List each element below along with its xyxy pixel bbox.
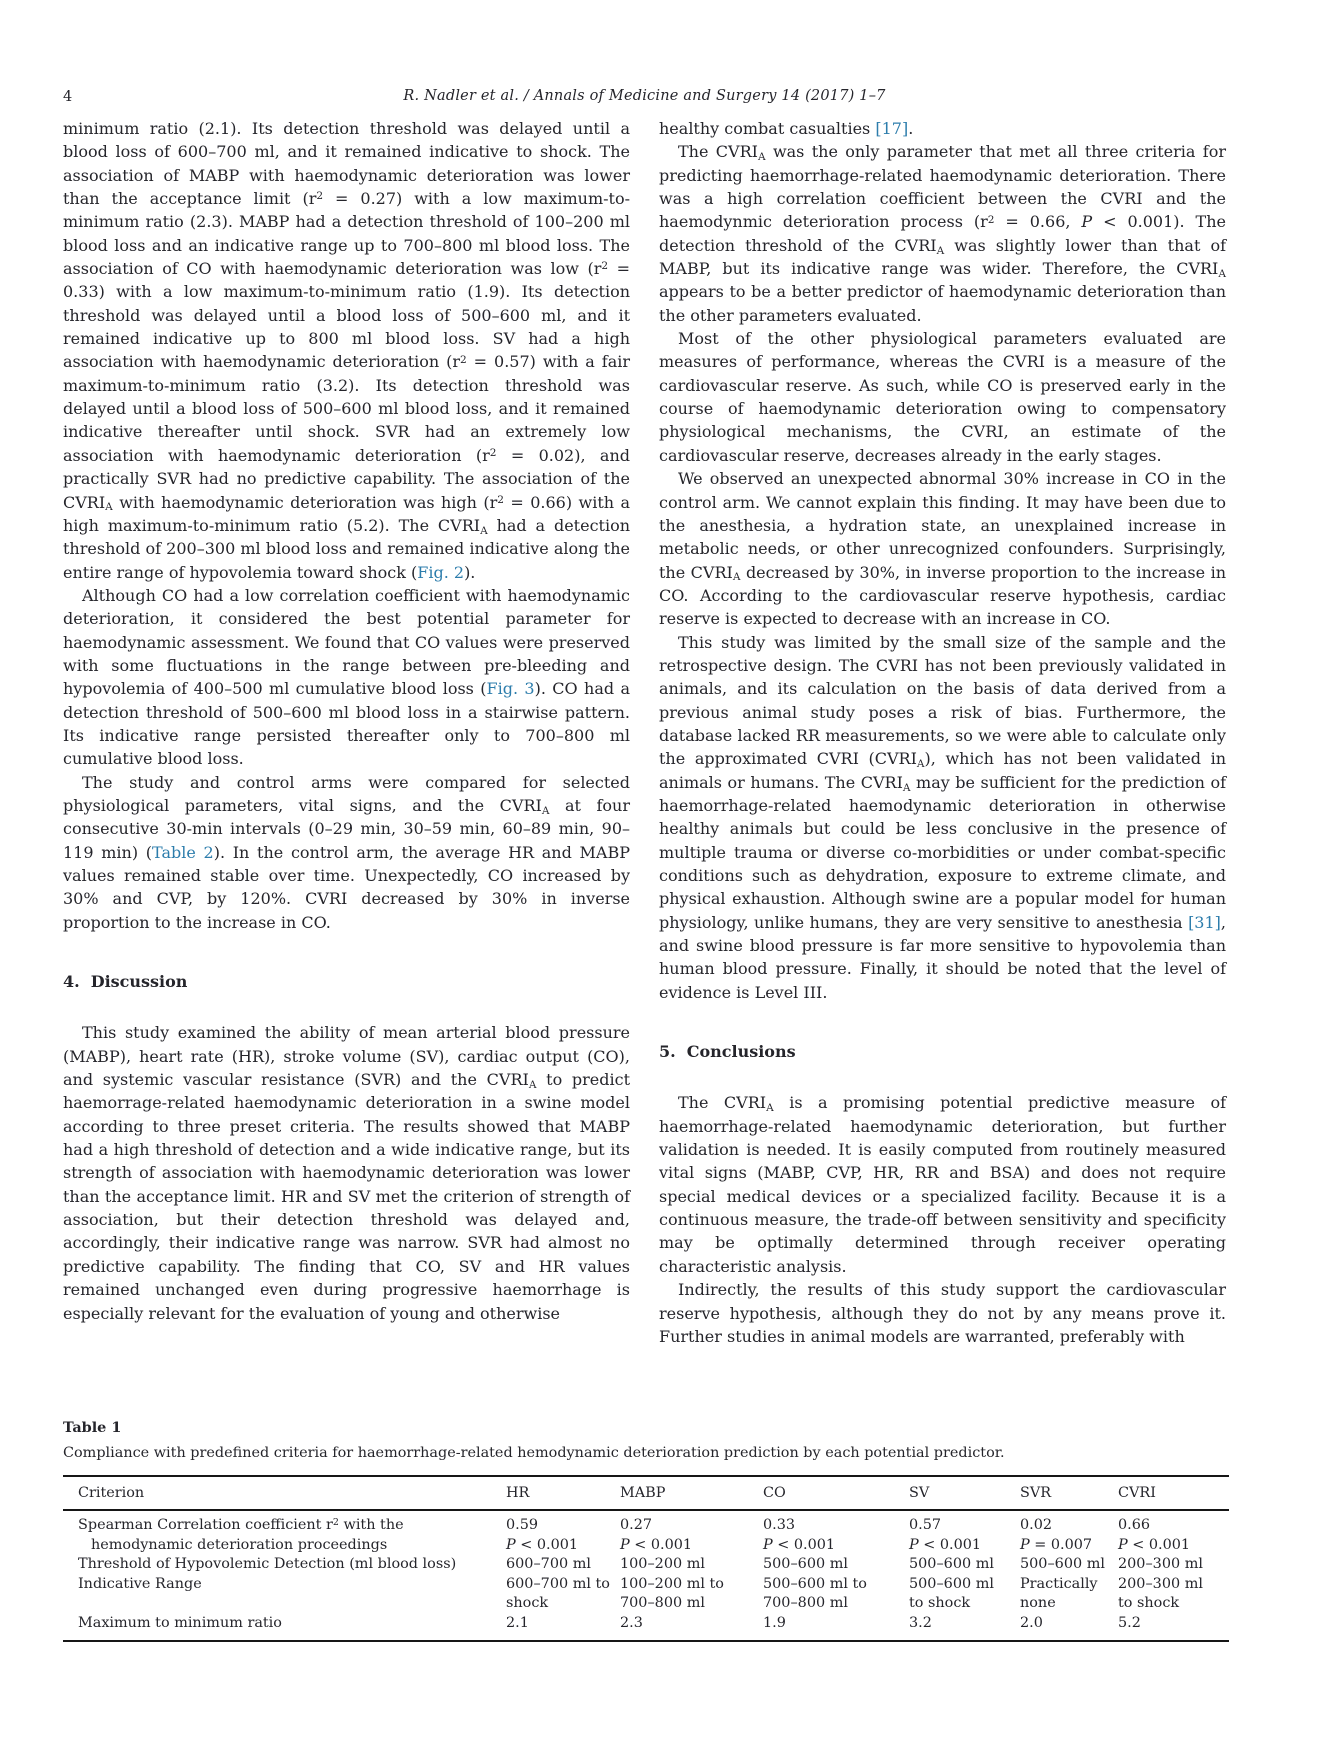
superscript: 2	[497, 493, 504, 506]
text-run: had a detection threshold of 200–300 ml blood loss and remained indicative along the entire range of hypovolemia toward shock (	[63, 515, 631, 582]
value-cell	[620, 1510, 763, 1555]
paragraph	[659, 327, 1226, 467]
value-cell	[506, 1555, 620, 1575]
value-line	[763, 1536, 901, 1556]
table-1-block	[63, 1419, 1229, 1642]
citation-link[interactable]: [17]	[875, 119, 909, 138]
value-line	[1118, 1555, 1221, 1575]
paragraph	[659, 467, 1226, 630]
article-body	[63, 117, 1226, 1348]
value-line	[909, 1614, 1012, 1634]
text-run: with the hemodynamic deterioration proceedings	[91, 1517, 404, 1553]
text-run: The CVRI	[678, 142, 758, 162]
text-run: 0.66	[1118, 1517, 1151, 1533]
value-line	[909, 1575, 1012, 1614]
value-line	[506, 1555, 612, 1575]
value-cell	[620, 1555, 763, 1575]
section-number: 4.	[63, 972, 80, 992]
value-cell	[1020, 1575, 1118, 1614]
text-run: at four consecutive 30-min intervals (0–29 min, 30–59 min, 60–89 min, 90–119 min) (	[63, 795, 631, 862]
right-column	[659, 117, 1226, 1348]
text-run: The CVRI	[678, 1093, 767, 1113]
citation-link[interactable]: [31]	[1188, 912, 1221, 932]
subscript: A	[480, 524, 488, 537]
paragraph	[659, 117, 1226, 140]
paragraph	[659, 1091, 1226, 1278]
text-run: Indicative Range	[78, 1575, 202, 1592]
citation-link[interactable]: Table 2	[152, 842, 214, 862]
table-row	[63, 1575, 1229, 1614]
value-cell	[506, 1614, 620, 1641]
text-run: minimum ratio (2.1). Its detection threshold was delayed until a blood loss of 600–700 ml, and it remained indicative to shock. The association of MABP with haemodynamic deterioration was lower than the acceptance limit (r	[63, 119, 630, 209]
text-run: = 0.27) with a low maximum-to-minimum ratio (2.3). MABP had a detection threshold of 100–200 ml blood loss and an indicative range up to 700–800 ml blood loss. The association of CO with haemodynamic deterioration was low (r	[63, 189, 630, 279]
value-cell	[1020, 1555, 1118, 1575]
section-heading	[63, 970, 630, 993]
text-run: may be sufficient for the prediction of haemorrhage-related haemodynamic deterioration in otherwise healthy animals but could be less conclusive in the presence of multiple trauma or diverse co-morbidities or under combat-specific conditions such as dehydration, exposure to extreme climate, and physical exhaustion. Although swine are a popular model for human physiology, unlike humans, they are very sensitive to anesthesia	[659, 772, 1227, 932]
subscript: A	[766, 1102, 774, 1115]
text-run: < 0.001	[918, 1536, 982, 1553]
text-run: 2.3	[620, 1614, 643, 1631]
value-cell	[1118, 1510, 1229, 1555]
superscript: 2	[987, 213, 995, 226]
text-run: Most of the other physiological parameters evaluated are measures of performance, whereas the CVRI is a measure of the cardiovascular reserve. As such, while CO is preserved early in the course of haemodynamic deterioration owing to compensatory physiological mechanisms, the CVRI, an estimate of the cardiovascular reserve, decreases already in the early stages.	[659, 329, 1226, 465]
text-run: Maximum to minimum ratio	[78, 1614, 282, 1631]
text-run: 2.0	[1020, 1614, 1043, 1631]
value-line	[763, 1516, 901, 1536]
criterion-label	[78, 1555, 498, 1575]
text-run: Practically none	[1020, 1575, 1098, 1612]
text-run: ). CO had a detection threshold of 500–600 ml blood loss in a stairwise pattern. Its indicative range persisted thereafter only to 700–800 ml cumulative blood loss.	[63, 679, 631, 769]
text-run: < 0.001). The detection threshold of the CVRI	[659, 212, 1226, 255]
text-run: = 0.57) with a fair maximum-to-minimum ratio (3.2). Its detection threshold was delayed until a blood loss of 500–600 ml blood loss, and it remained indicative thereafter until shock. SVR had an extremely low association with haemodynamic deterioration (r	[63, 352, 630, 465]
left-column	[63, 117, 630, 1348]
value-cell	[1118, 1614, 1229, 1641]
italic-text: P	[1020, 1536, 1030, 1553]
value-cell	[763, 1510, 909, 1555]
table-column-header: CVRI	[1118, 1476, 1229, 1510]
table-row	[63, 1510, 1229, 1555]
text-run: This study was limited by the small size of the sample and the retrospective design. The CVRI has not been previously validated in animals, and its calculation on the basis of data derived from a previous animal study poses a risk of bias. Furthermore, the database lacked RR measurements, so we were able to calculate only the approximated CVRI (CVRI	[659, 632, 1226, 769]
text-run: 500–600 ml	[763, 1556, 848, 1573]
value-cell	[909, 1575, 1020, 1614]
paragraph	[659, 1278, 1226, 1348]
value-line	[620, 1536, 755, 1556]
citation-link[interactable]: Fig. 3	[486, 679, 535, 699]
italic-text: P	[1118, 1536, 1128, 1553]
value-line	[620, 1516, 755, 1536]
text-run: = 0.66) with a high maximum-to-minimum ratio (5.2). The CVRI	[63, 492, 630, 535]
italic-text: P	[620, 1536, 630, 1553]
subscript: A	[757, 151, 766, 164]
text-run: 5.2	[1118, 1614, 1141, 1631]
text-run: Although CO had a low correlation coefficient with haemodynamic deterioration, it considered the best potential parameter for haemodynamic assessment. We found that CO values were preserved with some fluctuations in the range between pre-bleeding and hypovolemia of 400–500 ml cumulative blood loss (	[63, 585, 630, 699]
text-run: 0.59	[506, 1517, 539, 1533]
criterion-cell	[63, 1510, 506, 1555]
paragraph	[63, 771, 630, 934]
value-cell	[909, 1510, 1020, 1555]
value-line	[1118, 1575, 1221, 1614]
text-run: was slightly lower than that of MABP, but its indicative range was wider. Therefore, the CVRI	[659, 235, 1227, 279]
table-caption: Compliance with predefined criteria for haemorrhage-related hemodynamic deterioration prediction by each potential predictor.	[63, 1445, 1005, 1461]
text-run: was the only parameter that met all three criteria for predicting haemorrhage-related haemodynamic deterioration. There was a high correlation coefficient between the CVRI and the haemodynmic deterioration process (r	[659, 142, 1226, 232]
paragraph	[659, 140, 1226, 327]
text-run: < 0.001	[515, 1536, 579, 1553]
subscript: A	[916, 758, 925, 771]
subscript: A	[541, 804, 550, 817]
text-run: = 0.33) with a low maximum-to-minimum ratio (1.9). Its detection threshold was delayed until a blood loss of 500–600 ml, and it remained indicative up to 800 ml blood loss. SV had a high association with haemodynamic deterioration (r	[63, 259, 630, 372]
text-run: 200–300 ml to shock	[1118, 1575, 1203, 1612]
table-label: Table 1	[63, 1419, 122, 1436]
text-run: appears to be a better predictor of haemodynamic deterioration than the other parameters evaluated.	[659, 282, 1226, 325]
superscript: 2	[332, 1516, 339, 1528]
criterion-label	[78, 1614, 498, 1634]
text-run: < 0.001	[629, 1536, 693, 1553]
text-run: This study examined the ability of mean arterial blood pressure (MABP), heart rate (HR), stroke volume (SV), cardiac output (CO), and systemic vascular resistance (SVR) and the CVRI	[63, 1023, 630, 1090]
text-run: healthy combat casualties	[659, 119, 876, 138]
value-line	[1118, 1614, 1221, 1634]
text-run: .	[908, 119, 914, 138]
value-line	[620, 1614, 755, 1634]
paragraph	[63, 584, 630, 771]
text-run: with haemodynamic deterioration was high (r	[112, 492, 498, 512]
text-run: Threshold of Hypovolemic Detection (ml blood loss)	[78, 1556, 457, 1573]
superscript: 2	[601, 260, 609, 273]
table-column-header: MABP	[620, 1476, 763, 1510]
criterion-cell	[63, 1575, 506, 1614]
value-line	[620, 1575, 755, 1614]
superscript: 2	[460, 353, 467, 366]
text-run: < 0.001	[1127, 1536, 1191, 1553]
text-run: < 0.001	[772, 1536, 836, 1553]
text-run: 100–200 ml	[620, 1556, 705, 1573]
value-cell	[1020, 1510, 1118, 1555]
citation-link[interactable]: Fig. 2	[417, 562, 465, 582]
value-cell	[909, 1614, 1020, 1641]
value-cell	[1118, 1575, 1229, 1614]
criterion-label	[78, 1575, 498, 1595]
text-run: 0.27	[620, 1517, 653, 1533]
table-column-header: Criterion	[63, 1476, 506, 1510]
value-cell	[1118, 1555, 1229, 1575]
value-line	[763, 1614, 901, 1634]
text-run: 3.2	[909, 1614, 932, 1631]
subscript: A	[1218, 268, 1226, 281]
value-line	[1020, 1516, 1110, 1536]
value-cell	[909, 1555, 1020, 1575]
value-line	[909, 1516, 1012, 1536]
subscript: A	[936, 244, 945, 257]
paragraph	[659, 631, 1226, 1005]
text-run: The study and control arms were compared for selected physiological parameters, vital signs, and the CVRI	[63, 772, 630, 815]
subscript: A	[902, 781, 911, 794]
text-run: = 0.007	[1029, 1536, 1093, 1553]
text-run: is a promising potential predictive measure of haemorrhage-related haemodynamic deterioration, but further validation is needed. It is easily computed from routinely measured vital signs (MABP, CVP, HR, RR and BSA) and does not require special medical devices or a specialized facility. Because it is a continuous measure, the trade-off between sensitivity and specificity may be optimally determined through receiver operating characteristic analysis.	[659, 1093, 1226, 1276]
value-line	[909, 1536, 1012, 1556]
value-line	[506, 1575, 612, 1614]
value-line	[763, 1575, 901, 1614]
value-line	[763, 1555, 901, 1575]
value-cell	[763, 1614, 909, 1641]
superscript: 2	[316, 190, 324, 203]
value-line	[1020, 1614, 1110, 1634]
italic-text: P	[763, 1536, 773, 1553]
text-run: ).	[464, 562, 476, 582]
table-column-header: SVR	[1020, 1476, 1118, 1510]
compliance-table	[63, 1475, 1229, 1642]
section-title: Conclusions	[686, 1042, 796, 1062]
value-line	[506, 1516, 612, 1536]
text-run: 0.33	[763, 1517, 796, 1533]
value-line	[1020, 1575, 1110, 1614]
value-line	[909, 1555, 1012, 1575]
text-run: = 0.66,	[994, 212, 1082, 232]
text-run: 100–200 ml to 700–800 ml	[620, 1575, 724, 1612]
text-run: = 0.02), and practically SVR had no predictive capability. The association of the CVRI	[63, 445, 630, 512]
value-cell	[620, 1614, 763, 1641]
table-column-header: HR	[506, 1476, 620, 1510]
text-run: Indirectly, the results of this study support the cardiovascular reserve hypothesis, although they do not by any means prove it. Further studies in animal models are warranted, preferably with	[659, 1280, 1226, 1346]
subscript: A	[105, 501, 113, 514]
value-line	[1020, 1536, 1110, 1556]
text-run: 2.1	[506, 1614, 529, 1631]
text-run: 0.02	[1020, 1517, 1053, 1533]
value-cell	[1020, 1614, 1118, 1641]
italic-text: P	[506, 1536, 516, 1553]
running-head-title: R. Nadler et al. / Annals of Medicine and Surgery 14 (2017) 1–7	[403, 88, 886, 104]
paragraph	[63, 117, 630, 584]
text-run: Spearman Correlation coefficient r	[78, 1517, 333, 1533]
table-row	[63, 1555, 1229, 1575]
superscript: 2	[489, 447, 497, 460]
text-run: 500–600 ml to 700–800 ml	[763, 1575, 867, 1612]
text-run: 0.57	[909, 1517, 942, 1533]
table-column-header: SV	[909, 1476, 1020, 1510]
value-cell	[763, 1555, 909, 1575]
criterion-cell	[63, 1614, 506, 1641]
text-run: 600–700 ml to shock	[506, 1575, 610, 1612]
value-line	[1020, 1555, 1110, 1575]
table-column-header: CO	[763, 1476, 909, 1510]
text-run: 500–600 ml	[909, 1556, 994, 1573]
italic-text: P	[909, 1536, 919, 1553]
text-run: to predict haemorrage-related haemodynamic deterioration in a swine model according to three preset criteria. The results showed that MABP had a high threshold of detection and a wide indicative range, but its strength of association with haemodynamic deterioration was lower than the acceptance limit. HR and SV met the criterion of strength of association, but their detection threshold was delayed and, accordingly, their indicative range was narrow. SVR had almost no predictive capability. The finding that CO, SV and HR values remained unchanged even during progressive haemorrhage is especially relevant for the evaluation of young and otherwise	[63, 1070, 631, 1323]
value-line	[620, 1555, 755, 1575]
page-header	[63, 88, 1226, 108]
text-run: 600–700 ml	[506, 1556, 591, 1573]
value-line	[1118, 1536, 1221, 1556]
value-cell	[506, 1510, 620, 1555]
text-run: ), which has not been validated in animals or humans. The CVRI	[659, 749, 1227, 792]
text-run: 500–600 ml	[1020, 1556, 1105, 1573]
paragraph	[63, 1021, 630, 1324]
text-run: decreased by 30%, in inverse proportion to the increase in CO. According to the cardiovascular reserve hypothesis, cardiac reserve is expected to decrease with an increase in CO.	[659, 562, 1227, 629]
table-header-row	[63, 1476, 1229, 1510]
value-line	[1118, 1516, 1221, 1536]
table-row	[63, 1614, 1229, 1641]
value-line	[506, 1614, 612, 1634]
value-cell	[620, 1575, 763, 1614]
text-run: , and swine blood pressure is far more sensitive to hypovolemia than human blood pressure. Finally, it should be noted that the level of evidence is Level III.	[659, 912, 1226, 1002]
subscript: A	[528, 1079, 537, 1092]
section-number: 5.	[659, 1042, 676, 1062]
italic-text: P	[1081, 212, 1093, 232]
text-run: 200–300 ml	[1118, 1556, 1203, 1573]
subscript: A	[732, 571, 741, 584]
value-cell	[763, 1575, 909, 1614]
page-number: 4	[63, 89, 73, 105]
criterion-label	[78, 1516, 498, 1555]
section-heading	[659, 1040, 1226, 1063]
section-title: Discussion	[90, 972, 188, 992]
value-line	[506, 1536, 612, 1556]
text-run: We observed an unexpected abnormal 30% increase in CO in the control arm. We cannot explain this finding. It may have been due to the anesthesia, a hydration state, an unexplained increase in metabolic needs, or other unrecognized confounders. Surprisingly, the CVRI	[659, 469, 1226, 582]
text-run: ). In the control arm, the average HR and MABP values remained stable over time. Unexpectedly, CO increased by 30% and CVP, by 120%. CVRI decreased by 30% in inverse proportion to the increase in CO.	[63, 842, 631, 932]
criterion-cell	[63, 1555, 506, 1575]
text-run: 1.9	[763, 1614, 786, 1631]
text-run: 500–600 ml to shock	[909, 1575, 994, 1612]
value-cell	[506, 1575, 620, 1614]
